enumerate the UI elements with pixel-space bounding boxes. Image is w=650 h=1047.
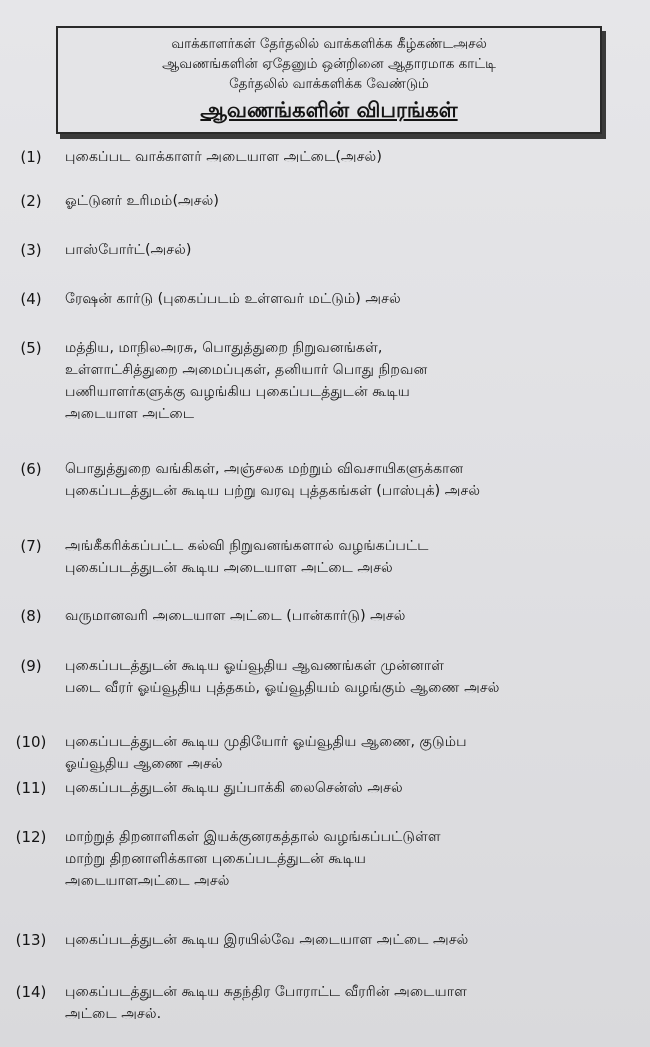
- item-text: [65, 655, 643, 699]
- item-text: [65, 535, 643, 579]
- item-line: படை வீரர் ஓய்வூதிய புத்தகம், ஓய்வூதியம் வழங்கும் ஆணை அசல்: [65, 680, 500, 696]
- item-text: [65, 731, 643, 775]
- item-line: மாற்றுத் திறனாளிகள் இயக்குனரகத்தால் வழங்கப்பட்டுள்ள: [65, 829, 441, 845]
- item-text: [65, 777, 643, 799]
- item-line: மாற்று திறனாளிக்கான புகைப்படத்துடன் கூடிய: [65, 851, 367, 867]
- item-line: புகைப்படத்துடன் கூடிய சுதந்திர போராட்ட வீரரின் அடையாள: [65, 984, 467, 1000]
- header-box: [56, 26, 602, 134]
- item-line: புகைப்படத்துடன் கூடிய ஓய்வூதிய ஆவணங்கள் முன்னாள்: [65, 658, 445, 674]
- item-text: [65, 605, 643, 627]
- item-text: [65, 190, 643, 212]
- item-text: [65, 288, 643, 310]
- item-text: [65, 458, 643, 502]
- item-text: [65, 826, 643, 892]
- item-number: (12): [15, 828, 47, 846]
- item-line: புகைப்படத்துடன் கூடிய முதியோர் ஓய்வூதிய ஆணை, குடும்ப: [65, 734, 467, 750]
- item-text: [65, 239, 643, 261]
- item-line: புகைப்பட வாக்காளர் அடையாள அட்டை(அசல்): [65, 149, 382, 165]
- item-number: (8): [20, 607, 42, 625]
- item-text: [65, 929, 643, 951]
- item-number: (7): [20, 537, 42, 555]
- item-text: [65, 981, 643, 1025]
- item-line: அடையாளஅட்டை அசல்: [65, 873, 230, 889]
- item-number: (5): [20, 339, 42, 357]
- item-line: ஓய்வூதிய ஆணை அசல்: [65, 756, 223, 772]
- item-line: பணியாளர்களுக்கு வழங்கிய புகைப்படத்துடன் கூடிய: [65, 384, 410, 400]
- item-line: பொதுத்துறை வங்கிகள், அஞ்சலக மற்றும் விவசாயிகளுக்கான: [65, 461, 464, 477]
- item-number: (14): [15, 983, 47, 1001]
- header-line-3: தேர்தலில் வாக்களிக்க வேண்டும்: [229, 76, 429, 92]
- item-number: (11): [15, 779, 47, 797]
- item-number: (4): [20, 290, 42, 308]
- item-line: பாஸ்போர்ட்(அசல்): [65, 242, 192, 258]
- document-title: ஆவணங்களின் விபரங்கள்: [200, 98, 458, 122]
- item-line: அடையாள அட்டை: [65, 406, 195, 422]
- item-line: ஓட்டுனர் உரிமம்(அசல்): [65, 193, 219, 209]
- header-line-2: ஆவணங்களின் ஏதேனும் ஒன்றினை ஆதாரமாக காட்டி: [162, 56, 496, 72]
- item-line: புகைப்படத்துடன் கூடிய துப்பாக்கி லைசென்ஸ் அசல்: [65, 780, 403, 796]
- item-number: (6): [20, 460, 42, 478]
- item-text: [65, 337, 643, 425]
- item-number: (1): [20, 148, 42, 166]
- item-line: புகைப்படத்துடன் கூடிய அடையாள அட்டை அசல்: [65, 560, 393, 576]
- item-line: புகைப்படத்துடன் கூடிய பற்று வரவு புத்தகங்கள் (பாஸ்புக்) அசல்: [65, 483, 481, 499]
- item-number: (3): [20, 241, 42, 259]
- item-line: உள்ளாட்சித்துறை அமைப்புகள், தனியார் பொது நிறவன: [65, 362, 428, 378]
- item-line: வருமானவரி அடையாள அட்டை (பான்கார்டு) அசல்: [65, 608, 406, 624]
- item-number: (13): [15, 931, 47, 949]
- item-number: (9): [20, 657, 42, 675]
- item-text: [65, 146, 643, 168]
- item-line: ரேஷன் கார்டு (புகைப்படம் உள்ளவர் மட்டும்) அசல்: [65, 291, 401, 307]
- item-number: (2): [20, 192, 42, 210]
- item-number: (10): [15, 733, 47, 751]
- header-line-1: வாக்காளர்கள் தேர்தலில் வாக்களிக்க கீழ்கண்டஅசல்: [171, 36, 487, 52]
- item-line: புகைப்படத்துடன் கூடிய இரயில்வே அடையாள அட்டை அசல்: [65, 932, 469, 948]
- item-line: அங்கீகரிக்கப்பட்ட கல்வி நிறுவனங்களால் வழங்கப்பட்ட: [65, 538, 429, 554]
- item-line: அட்டை அசல்.: [65, 1006, 162, 1022]
- item-line: மத்திய, மாநிலஅரசு, பொதுத்துறை நிறுவனங்கள்,: [65, 340, 383, 356]
